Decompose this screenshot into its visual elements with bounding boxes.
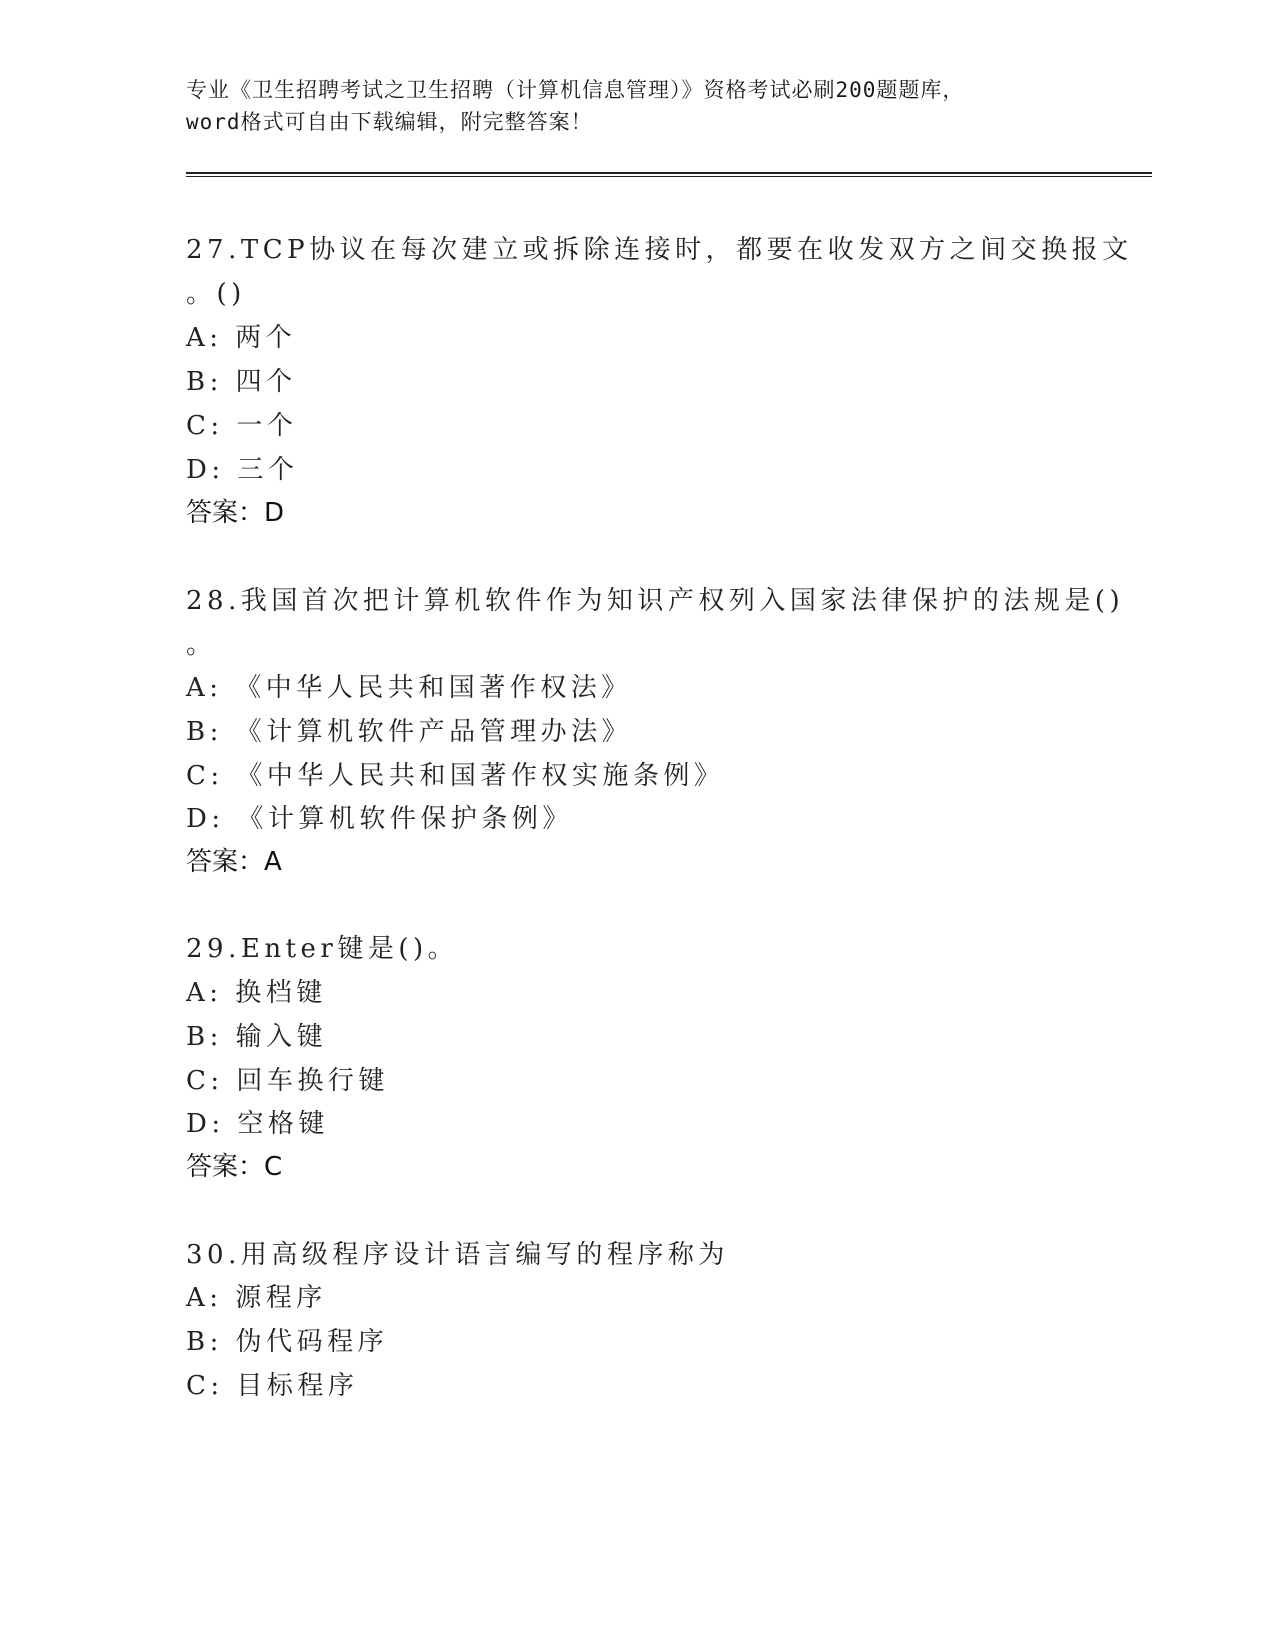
question-30-stem-line-1: 30.用高级程序设计语言编写的程序称为 bbox=[186, 1240, 729, 1270]
question-28-answer: 答案：A bbox=[186, 847, 282, 877]
question-27-stem-line-2: 。() bbox=[186, 279, 246, 309]
question-30-option-b: B: 伪代码程序 bbox=[186, 1327, 389, 1357]
question-27-option-a: A: 两个 bbox=[186, 323, 297, 353]
question-28-option-d: D: 《计算机软件保护条例》 bbox=[186, 804, 573, 834]
question-29-option-d: D: 空格键 bbox=[186, 1109, 329, 1139]
question-29-option-c: C: 回车换行键 bbox=[186, 1066, 389, 1096]
question-28-option-b: B: 《计算机软件产品管理办法》 bbox=[186, 717, 633, 747]
question-27-stem-line-1: 27.TCP协议在每次建立或拆除连接时，都要在收发双方之间交换报文 bbox=[186, 235, 1133, 265]
question-27-option-d: D: 三个 bbox=[186, 455, 299, 485]
question-29-answer: 答案：C bbox=[186, 1152, 283, 1182]
question-27-answer: 答案：D bbox=[186, 498, 285, 528]
header-double-rule bbox=[186, 172, 1152, 177]
question-27-option-b: B: 四个 bbox=[186, 367, 297, 397]
question-29-option-b: B: 输入键 bbox=[186, 1022, 328, 1052]
question-30-option-c: C: 目标程序 bbox=[186, 1371, 359, 1401]
question-27-option-c: C: 一个 bbox=[186, 411, 298, 441]
question-28-stem-line-1: 28.我国首次把计算机软件作为知识产权列入国家法律保护的法规是() bbox=[186, 586, 1125, 616]
document-page bbox=[186, 0, 1156, 1650]
question-28-option-a: A: 《中华人民共和国著作权法》 bbox=[186, 673, 632, 703]
document-title-line-2: word格式可自由下载编辑，附完整答案！ bbox=[186, 110, 593, 134]
question-29-option-a: A: 换档键 bbox=[186, 978, 327, 1008]
document-title-line-1: 专业《卫生招聘考试之卫生招聘（计算机信息管理）》资格考试必刷200题题库， bbox=[186, 78, 965, 102]
question-28-option-c: C: 《中华人民共和国著作权实施条例》 bbox=[186, 761, 725, 791]
question-28-stem-line-2: 。 bbox=[186, 630, 217, 660]
question-29-stem-line-1: 29.Enter键是()。 bbox=[186, 934, 459, 964]
question-30-option-a: A: 源程序 bbox=[186, 1283, 327, 1313]
